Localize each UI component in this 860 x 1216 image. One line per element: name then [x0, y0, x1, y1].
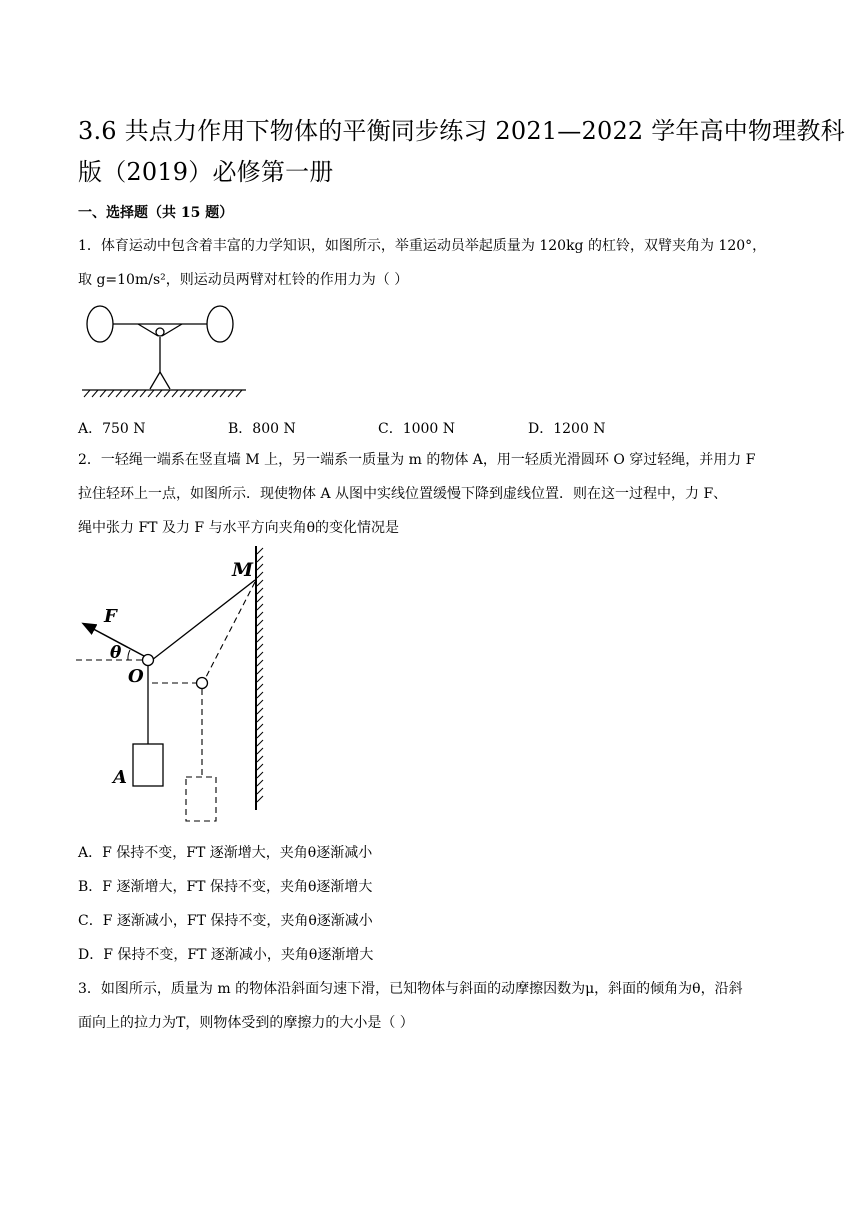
document-title-line2: 版（2019）必修第一册 — [78, 158, 334, 186]
document-title-line1: 3.6 共点力作用下物体的平衡同步练习 2021—2022 学年高中物理教科 — [78, 117, 845, 145]
ring-dashed — [197, 678, 208, 689]
q2-option-a[interactable]: A．F 保持不变，FT 逐渐增大，夹角θ逐渐减小 — [78, 845, 373, 861]
q2-stem-line1: 2．一轻绳一端系在竖直墙 M 上，另一端系一质量为 m 的物体 A，用一轻质光滑圆环 O 穿过轻绳，并用力 F — [78, 452, 756, 468]
q1-figure-weightlifter — [78, 300, 248, 400]
label-m: M — [232, 559, 254, 581]
q2-figure-rope-ring — [70, 540, 280, 830]
q2-stem-line3: 绳中张力 FT 及力 F 与水平方向夹角θ的变化情况是 — [78, 520, 399, 536]
section-header: 一、选择题（共 15 题） — [78, 205, 234, 221]
ground-hatching — [84, 390, 242, 397]
q1-stem-line2: 取 g=10m/s²，则运动员两臂对杠铃的作用力为（ ） — [78, 272, 409, 288]
ring-o — [143, 655, 154, 666]
lifter-leg-right — [160, 372, 170, 389]
barbell-plate-right — [207, 306, 233, 342]
q2-option-b[interactable]: B．F 逐渐增大，FT 保持不变，夹角θ逐渐增大 — [78, 879, 373, 895]
label-o: O — [128, 666, 144, 687]
q2-option-d[interactable]: D．F 保持不变，FT 逐渐减小，夹角θ逐渐增大 — [78, 947, 374, 963]
lifter-leg-left — [150, 372, 160, 389]
lifter-arm-left — [138, 324, 158, 336]
q1-option-d[interactable]: D．1200 N — [528, 421, 606, 437]
q3-stem-line1: 3．如图所示，质量为 m 的物体沿斜面匀速下滑，已知物体与斜面的动摩擦因数为μ，斜面的倾角为θ，沿斜 — [78, 981, 743, 997]
lifter-head — [156, 328, 164, 336]
label-theta: θ — [110, 643, 122, 663]
label-f: F — [104, 606, 117, 627]
q2-option-c[interactable]: C．F 逐渐减小，FT 保持不变，夹角θ逐渐减小 — [78, 913, 373, 929]
q1-option-a[interactable]: A．750 N — [78, 421, 146, 437]
theta-arc — [128, 650, 130, 660]
q1-option-c[interactable]: C．1000 N — [378, 421, 456, 437]
q1-stem-line1: 1．体育运动中包含着丰富的力学知识，如图所示，举重运动员举起质量为 120kg 的杠铃，双臂夹角为 120°， — [78, 238, 767, 254]
q2-stem-line2: 拉住轻环上一点，如图所示．现使物体 A 从图中实线位置缓慢下降到虚线位置．则在这一过程中，力 F、 — [78, 486, 728, 502]
wall-hatching — [257, 548, 263, 802]
rope-dashed-upper — [205, 582, 255, 679]
lifter-arm-right — [162, 324, 182, 336]
barbell-plate-left — [87, 306, 113, 342]
q3-stem-line2: 面向上的拉力为T，则物体受到的摩擦力的大小是（ ） — [78, 1015, 414, 1031]
q1-option-b[interactable]: B．800 N — [228, 421, 296, 437]
block-a — [133, 744, 163, 786]
label-a: A — [113, 767, 127, 788]
block-a-dashed — [186, 777, 216, 821]
rope-solid-upper — [152, 580, 255, 660]
